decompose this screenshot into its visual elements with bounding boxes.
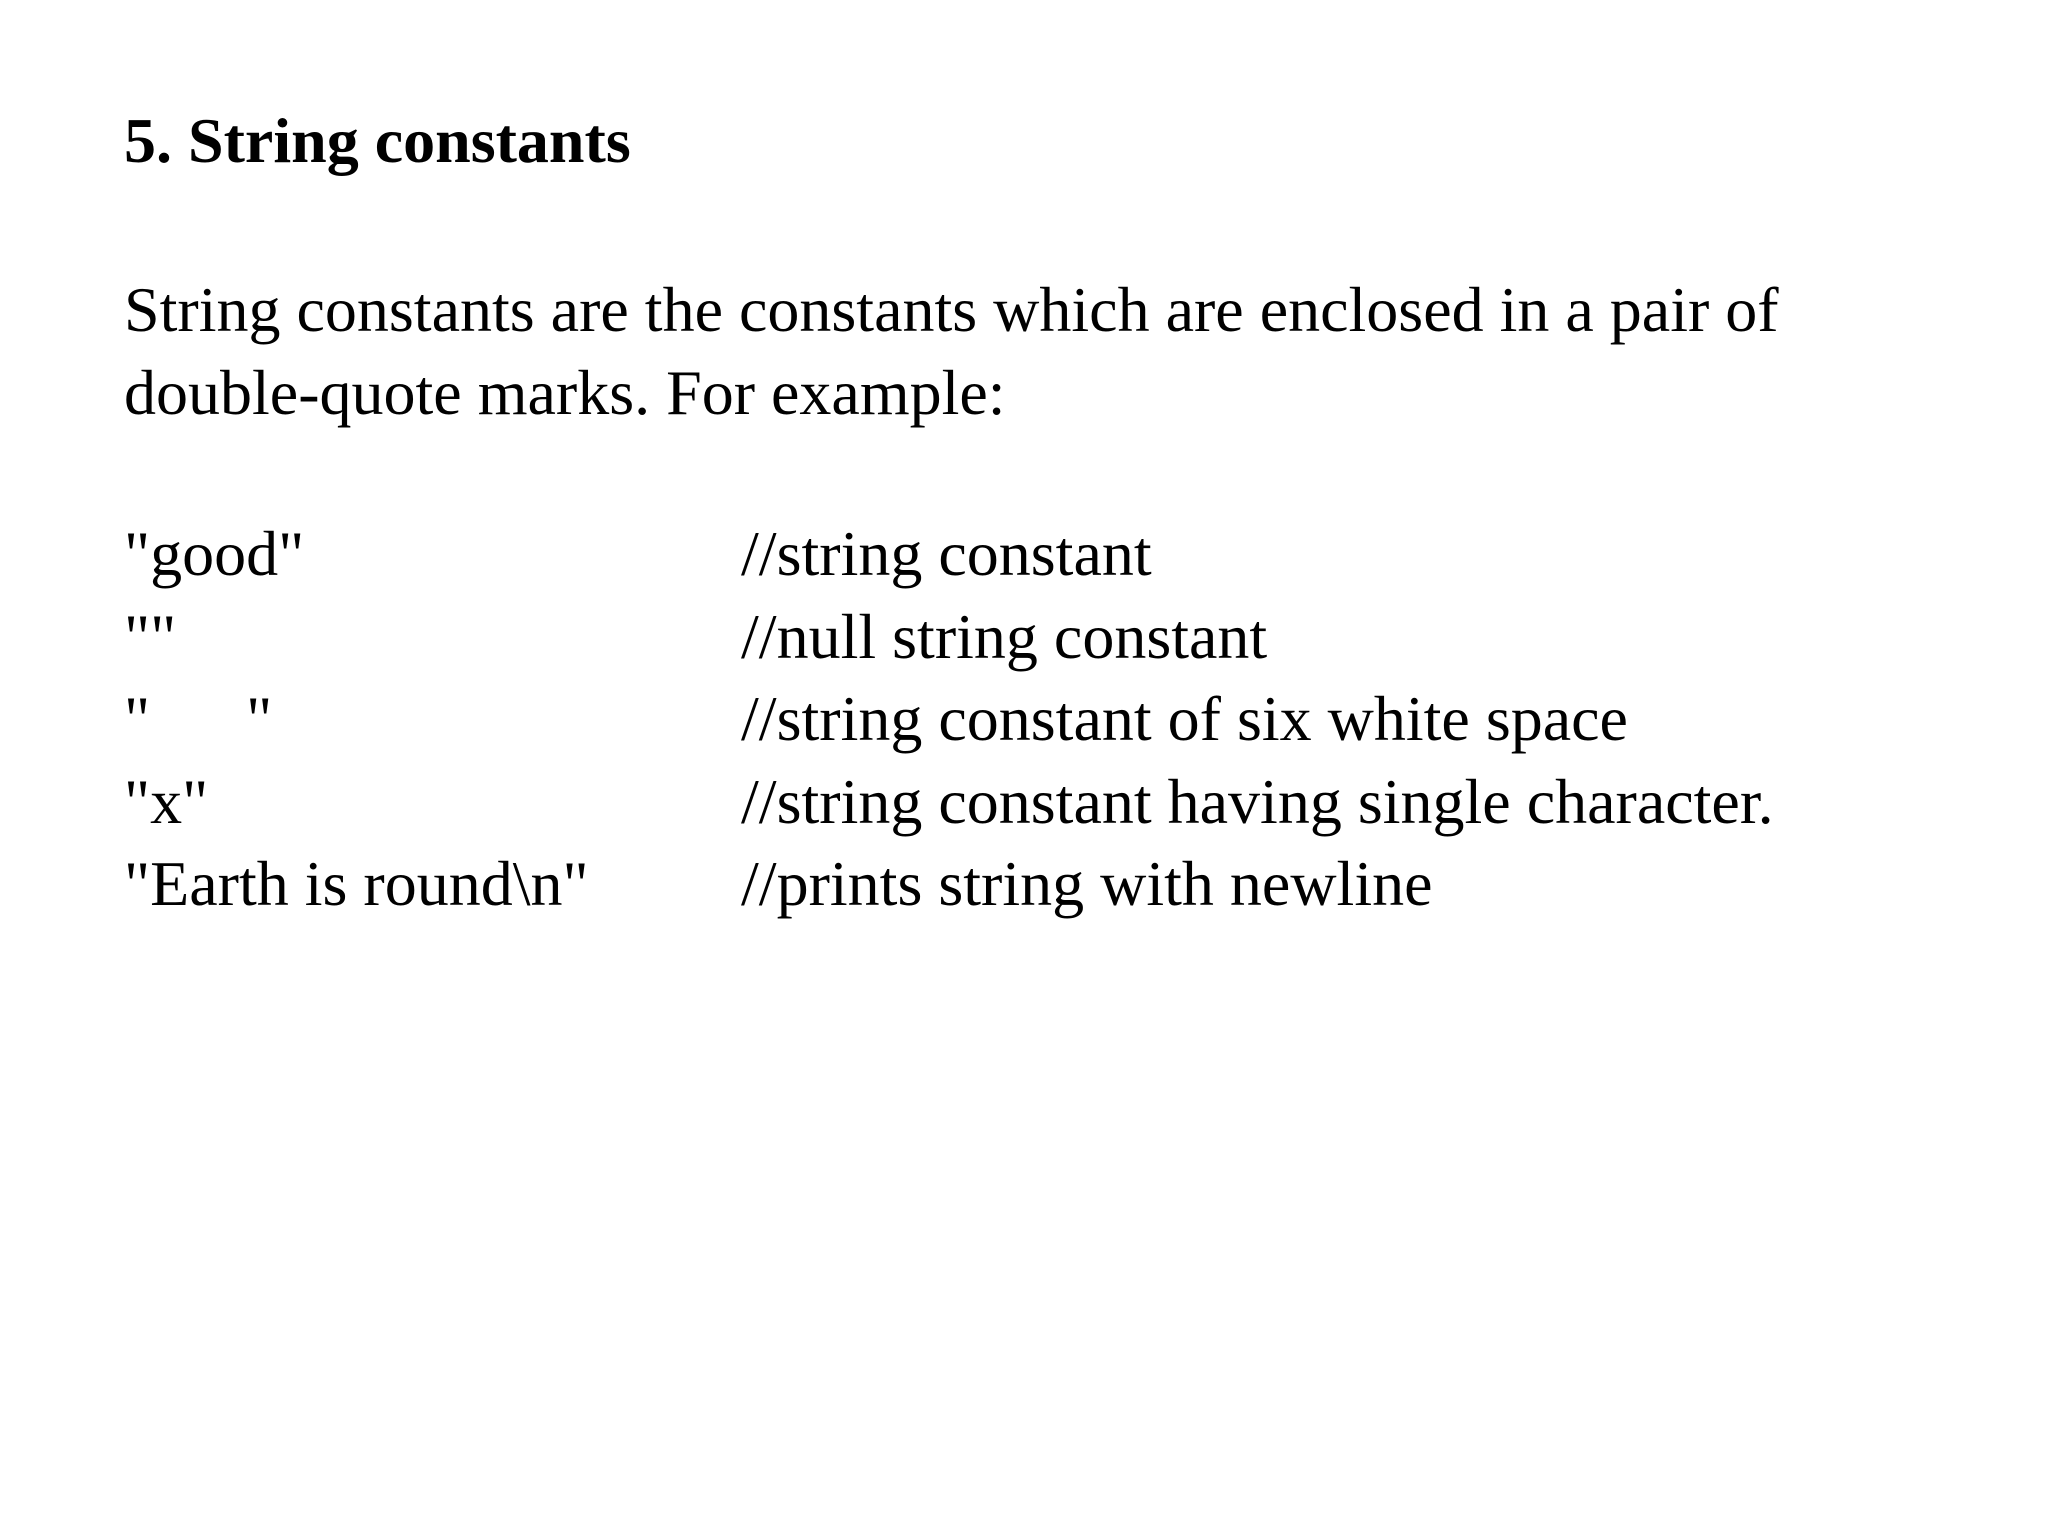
example-code: "x" <box>124 765 209 837</box>
example-comment: //null string constant <box>741 600 1268 672</box>
description-paragraph <box>124 268 2004 434</box>
example-row <box>124 513 2004 596</box>
example-comment: //prints string with newline <box>741 848 1433 919</box>
example-row <box>124 843 2004 926</box>
example-row <box>124 678 2004 761</box>
example-code: "good" <box>124 518 305 589</box>
description-line-2: double-quote marks. For example: <box>124 357 1006 428</box>
example-comment: //string constant having single character. <box>741 765 1774 837</box>
section-heading: 5. String constants <box>124 105 631 176</box>
description-line-1: String constants are the constants which are enclosed in a pair of <box>124 274 1779 345</box>
example-comment: //string constant <box>741 518 1152 589</box>
example-row <box>124 761 2004 844</box>
example-comment: //string constant of six white space <box>741 683 1628 754</box>
examples-list <box>124 513 2004 926</box>
example-code: "Earth is round\n" <box>124 848 589 919</box>
example-code: " " <box>124 683 273 754</box>
example-code: "" <box>124 600 177 672</box>
example-row <box>124 596 2004 679</box>
